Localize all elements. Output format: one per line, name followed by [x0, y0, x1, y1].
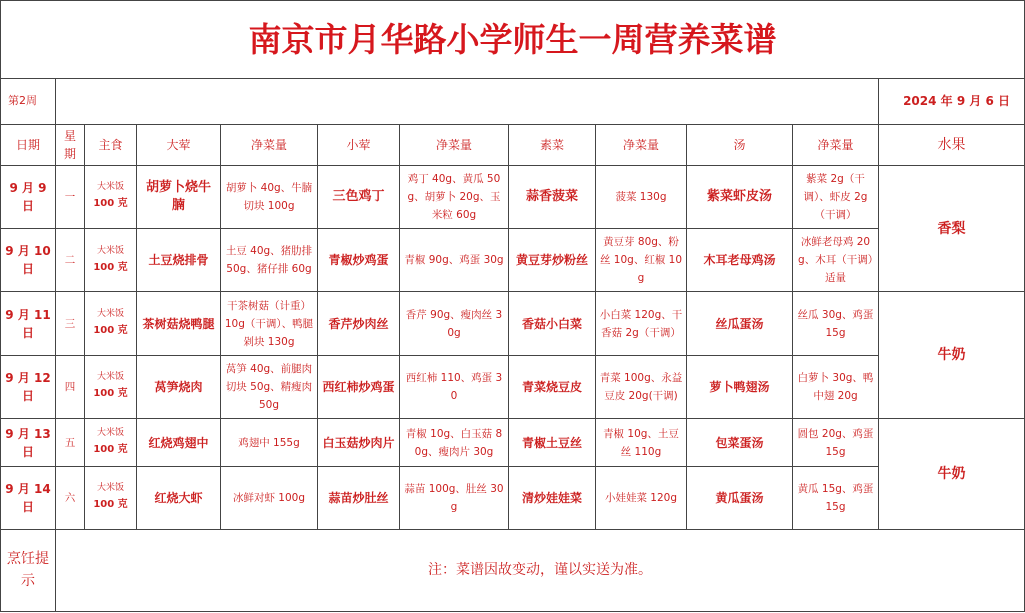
menu-row	[1, 292, 1025, 355]
meat-dish: 红烧大虾	[137, 467, 221, 529]
side-dish: 白玉菇炒肉片	[318, 418, 400, 466]
veg-amount: 小白菜 120g、干香菇 2g（干调）	[596, 292, 687, 355]
header-weekday: 星期	[56, 124, 85, 165]
staple-name: 大米饭	[96, 372, 124, 383]
header-veg: 素菜	[509, 124, 596, 165]
day-date: 9 月 11 日	[1, 292, 56, 355]
day-weekday: 二	[56, 229, 85, 292]
day-date: 9 月 9 日	[1, 165, 56, 228]
soup-amount: 白萝卜 30g、鸭中翅 20g	[793, 355, 879, 418]
menu-row	[1, 467, 1025, 529]
day-date: 9 月 13 日	[1, 418, 56, 466]
header-soup: 汤	[687, 124, 793, 165]
veg-dish: 青椒土豆丝	[509, 418, 596, 466]
meat-amount: 莴笋 40g、前腿肉切块 50g、精瘦肉 50g	[221, 355, 318, 418]
menu-row	[1, 229, 1025, 292]
side-amount: 青椒 10g、白玉菇 80g、瘦肉片 30g	[400, 418, 509, 466]
staple-qty: 100 克	[93, 198, 128, 210]
header-row	[1, 124, 1025, 165]
soup-amount: 圆包 20g、鸡蛋 15g	[793, 418, 879, 466]
meat-dish: 红烧鸡翅中	[137, 418, 221, 466]
day-date: 9 月 12 日	[1, 355, 56, 418]
veg-dish: 青菜烧豆皮	[509, 355, 596, 418]
fruit-cell: 牛奶	[879, 292, 1025, 419]
tips-row	[1, 529, 1025, 612]
staple-qty: 100 克	[93, 388, 128, 400]
staple-qty: 100 克	[93, 261, 128, 273]
soup-dish: 紫菜虾皮汤	[687, 165, 793, 228]
veg-dish: 黄豆芽炒粉丝	[509, 229, 596, 292]
header-meat-amount: 净菜量	[221, 124, 318, 165]
day-weekday: 四	[56, 355, 85, 418]
side-amount: 鸡丁 40g、黄瓜 50g、胡萝卜 20g、玉米粒 60g	[400, 165, 509, 228]
staple-name: 大米饭	[96, 309, 124, 320]
week-row	[1, 79, 1025, 124]
staple-qty: 100 克	[93, 325, 128, 337]
side-dish: 青椒炒鸡蛋	[318, 229, 400, 292]
soup-amount: 紫菜 2g（干调）、虾皮 2g（干调）	[793, 165, 879, 228]
staple-name: 大米饭	[96, 483, 124, 494]
side-amount: 青椒 90g、鸡蛋 30g	[400, 229, 509, 292]
header-side-amount: 净菜量	[400, 124, 509, 165]
fruit-cell: 牛奶	[879, 418, 1025, 529]
side-amount: 蒜苗 100g、肚丝 30g	[400, 467, 509, 529]
header-meat: 大荤	[137, 124, 221, 165]
tips-label: 烹饪提示	[1, 529, 56, 612]
meat-amount: 冰鲜对虾 100g	[221, 467, 318, 529]
veg-dish: 清炒娃娃菜	[509, 467, 596, 529]
meat-dish: 土豆烧排骨	[137, 229, 221, 292]
week-label: 第2周	[1, 79, 56, 124]
veg-amount: 青椒 10g、土豆丝 110g	[596, 418, 687, 466]
staple-cell	[85, 165, 137, 228]
soup-dish: 黄瓜蛋汤	[687, 467, 793, 529]
week-blank	[56, 79, 879, 124]
day-date: 9 月 10 日	[1, 229, 56, 292]
soup-dish: 木耳老母鸡汤	[687, 229, 793, 292]
fruit-cell: 香梨	[879, 165, 1025, 292]
header-staple: 主食	[85, 124, 137, 165]
side-dish: 蒜苗炒肚丝	[318, 467, 400, 529]
menu-row	[1, 418, 1025, 466]
staple-qty: 100 克	[93, 499, 128, 511]
day-weekday: 一	[56, 165, 85, 228]
staple-cell	[85, 292, 137, 355]
side-amount: 香芹 90g、瘦肉丝 30g	[400, 292, 509, 355]
meat-dish: 胡萝卜烧牛腩	[137, 165, 221, 228]
tips-note: 注：菜谱因故变动，谨以实送为准。	[56, 529, 1025, 612]
veg-dish: 蒜香菠菜	[509, 165, 596, 228]
header-side-meat: 小荤	[318, 124, 400, 165]
header-date: 日期	[1, 124, 56, 165]
day-weekday: 三	[56, 292, 85, 355]
menu-row	[1, 165, 1025, 228]
staple-cell	[85, 418, 137, 466]
side-dish: 香芹炒肉丝	[318, 292, 400, 355]
veg-amount: 小娃娃菜 120g	[596, 467, 687, 529]
meat-dish: 茶树菇烧鸭腿	[137, 292, 221, 355]
staple-qty: 100 克	[93, 444, 128, 456]
side-dish: 三色鸡丁	[318, 165, 400, 228]
date-label: 2024 年 9 月 6 日	[879, 79, 1025, 124]
day-date: 9 月 14 日	[1, 467, 56, 529]
staple-cell	[85, 229, 137, 292]
day-weekday: 六	[56, 467, 85, 529]
meat-amount: 鸡翅中 155g	[221, 418, 318, 466]
staple-name: 大米饭	[96, 428, 124, 439]
header-veg-amount: 净菜量	[596, 124, 687, 165]
staple-name: 大米饭	[96, 245, 124, 256]
staple-cell	[85, 467, 137, 529]
menu-row	[1, 355, 1025, 418]
page-title: 南京市月华路小学师生一周营养菜谱	[1, 1, 1025, 79]
meat-amount: 胡萝卜 40g、牛腩切块 100g	[221, 165, 318, 228]
soup-amount: 黄瓜 15g、鸡蛋 15g	[793, 467, 879, 529]
veg-amount: 青菜 100g、永益豆皮 20g(干调)	[596, 355, 687, 418]
veg-dish: 香菇小白菜	[509, 292, 596, 355]
meat-dish: 莴笋烧肉	[137, 355, 221, 418]
veg-amount: 菠菜 130g	[596, 165, 687, 228]
veg-amount: 黄豆芽 80g、粉丝 10g、红椒 10g	[596, 229, 687, 292]
title-row	[1, 1, 1025, 79]
staple-name: 大米饭	[96, 182, 124, 193]
soup-dish: 丝瓜蛋汤	[687, 292, 793, 355]
soup-dish: 萝卜鸭翅汤	[687, 355, 793, 418]
soup-dish: 包菜蛋汤	[687, 418, 793, 466]
header-fruit: 水果	[879, 124, 1025, 165]
side-amount: 西红柿 110、鸡蛋 30	[400, 355, 509, 418]
day-weekday: 五	[56, 418, 85, 466]
staple-cell	[85, 355, 137, 418]
header-soup-amount: 净菜量	[793, 124, 879, 165]
meat-amount: 干茶树菇（计重）10g（干调）、鸭腿剁块 130g	[221, 292, 318, 355]
side-dish: 西红柿炒鸡蛋	[318, 355, 400, 418]
soup-amount: 冰鲜老母鸡 20g、木耳（干调）适量	[793, 229, 879, 292]
meat-amount: 土豆 40g、猪肋排 50g、猪仔排 60g	[221, 229, 318, 292]
soup-amount: 丝瓜 30g、鸡蛋 15g	[793, 292, 879, 355]
